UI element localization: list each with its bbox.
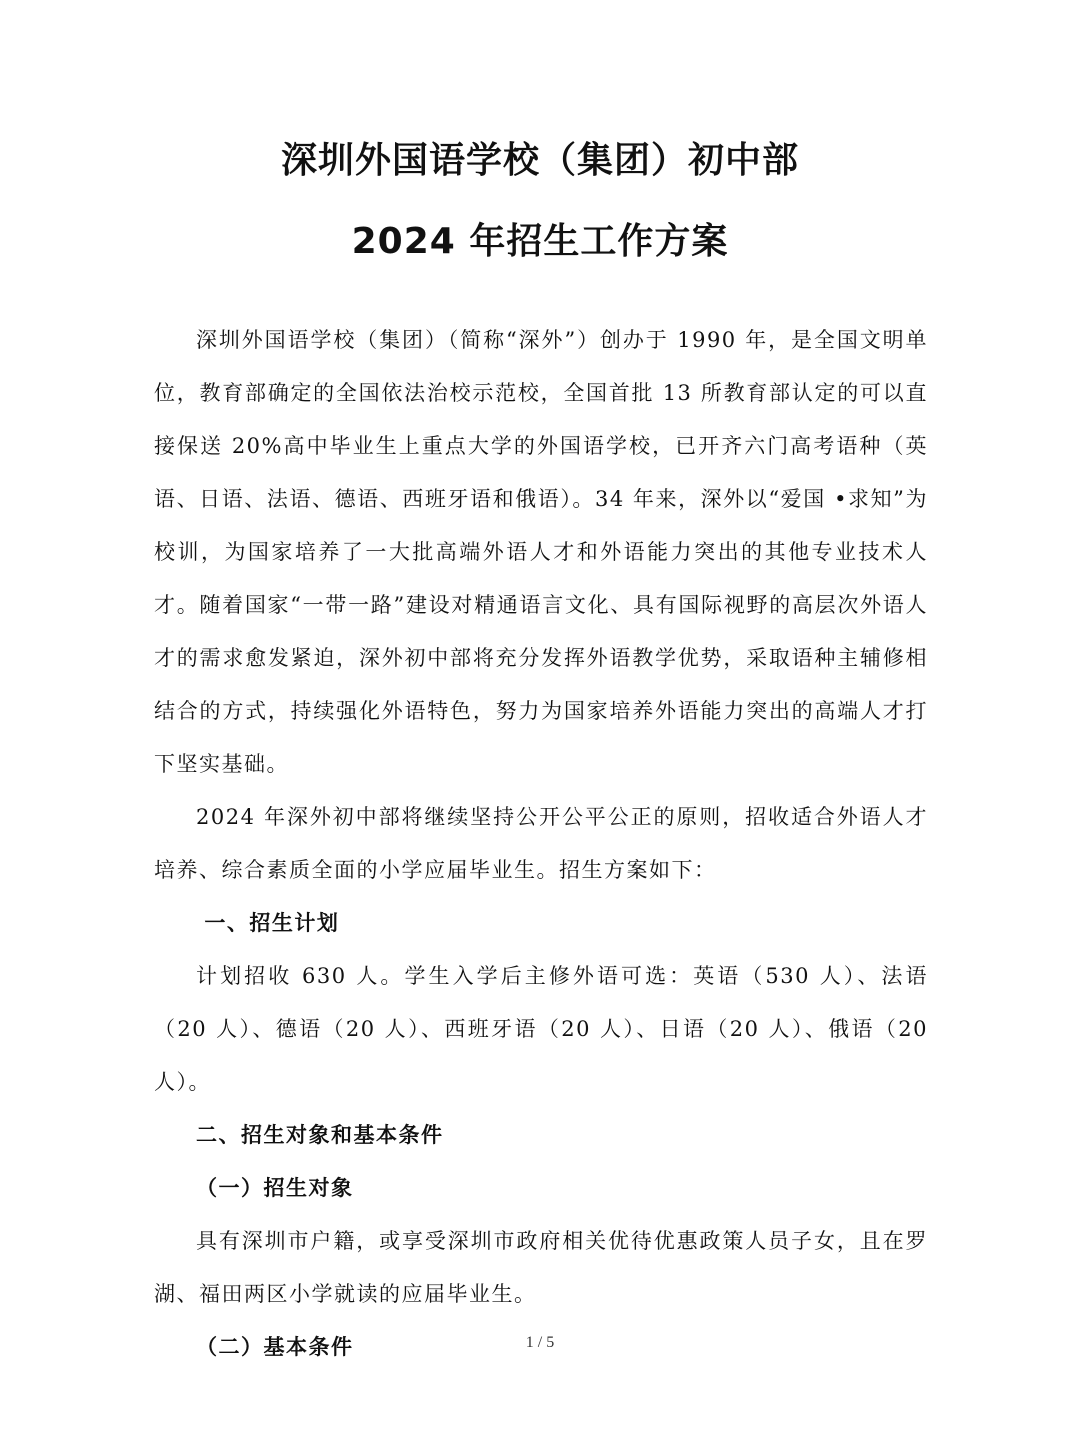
document-body bbox=[154, 314, 928, 1374]
subsection-heading-basic-conditions: （二）基本条件 bbox=[196, 1335, 354, 1359]
document-title-line-2: 2024 年招生工作方案 bbox=[351, 221, 729, 262]
page-number: 1 / 5 bbox=[525, 1334, 555, 1351]
enrollment-plan-paragraph: 计划招收 630 人。学生入学后主修外语可选：英语（530 人）、法语（20 人）、德语（20 人）、西班牙语（20 人）、日语（20 人）、俄语（20 人）。 bbox=[154, 964, 928, 1094]
intro-paragraph: 深圳外国语学校（集团）（简称“深外”）创办于 1990 年，是全国文明单位，教育部确定的全国依法治校示范校，全国首批 13 所教育部认定的可以直接保送 20%高中毕业生上重点大学的外国语学校，已开齐六门高考语种（英语、日语、法语、德语、西班牙语和俄语）。34 年来，深外以“爱国 •求知”为校训，为国家培养了一大批高端外语人才和外语能力突出的其他专业技术人才。随着国家“一带一路”建设对精通语言文化、具有国际视野的高层次外语人才的需求愈发紧迫，深外初中部将充分发挥外语教学优势，采取语种主辅修相结合的方式，持续强化外语特色，努力为国家培养外语能力突出的高端人才打下坚实基础。 bbox=[154, 328, 928, 776]
section-heading-enrollment-plan: 一、招生计划 bbox=[204, 911, 340, 935]
section-heading-target-and-conditions: 二、招生对象和基本条件 bbox=[196, 1123, 444, 1147]
target-paragraph: 具有深圳市户籍，或享受深圳市政府相关优待优惠政策人员子女，且在罗湖、福田两区小学就读的应届毕业生。 bbox=[154, 1229, 928, 1306]
admission-principle-paragraph: 2024 年深外初中部将继续坚持公开公平公正的原则，招收适合外语人才培养、综合素质全面的小学应届毕业生。招生方案如下： bbox=[154, 805, 928, 882]
document-title-line-1: 深圳外国语学校（集团）初中部 bbox=[280, 140, 799, 181]
subsection-heading-target: （一）招生对象 bbox=[196, 1176, 354, 1200]
